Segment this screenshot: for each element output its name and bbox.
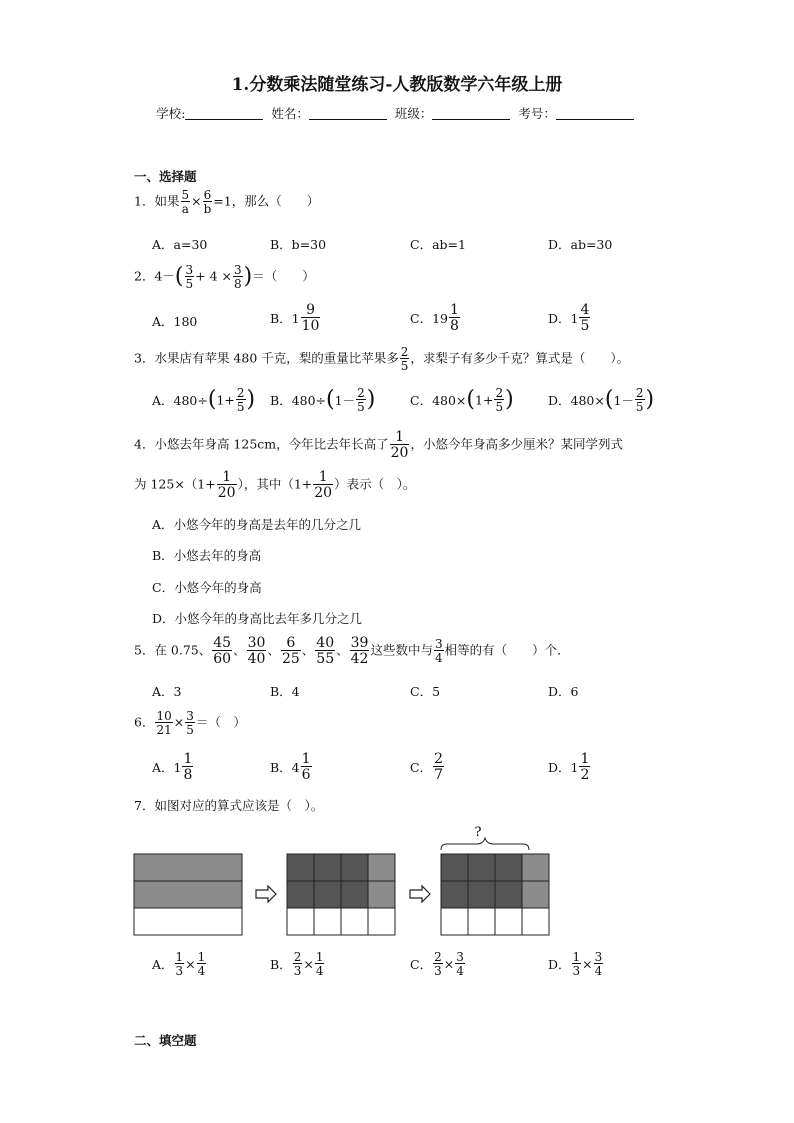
fig3-cell <box>468 881 495 908</box>
fig2-cell <box>287 881 314 908</box>
q4-fraction-2: $\frac{1}{20}$ <box>217 469 236 501</box>
q5-fraction-5: $\frac{39}{42}$ <box>350 635 369 667</box>
fig3-cell <box>522 908 549 935</box>
q3-text: 水果店有苹果 480 千克，梨的重量比苹果多 <box>154 350 399 366</box>
q2-option-d[interactable]: D．1 $\frac{4}{5}$ <box>548 302 590 334</box>
q2-option-a[interactable]: A．180 <box>152 314 198 329</box>
q5-number: 5． <box>134 642 155 658</box>
class-label: 班级： <box>394 106 433 121</box>
q5-option-c[interactable]: C．5 <box>410 684 441 699</box>
q5-fraction-3: $\frac{6}{25}$ <box>281 635 300 667</box>
fig3-cell <box>441 881 468 908</box>
school-label: 学校: <box>156 106 186 121</box>
q7-diagram <box>128 822 558 942</box>
fig2-cell <box>368 908 395 935</box>
q6-fraction-1: $\frac{10}{21}$ <box>156 709 172 737</box>
q3-option-c[interactable]: C．480×(1+ $\frac{2}{5}$ ) <box>410 386 514 414</box>
fig2-cell <box>368 881 395 908</box>
fig3-cell <box>495 854 522 881</box>
fig2-cell <box>287 908 314 935</box>
fig3-cell <box>441 854 468 881</box>
fig3-cell <box>468 908 495 935</box>
fig1-row-1 <box>134 854 242 881</box>
q5-prefix: 在 0.75、 <box>154 642 212 658</box>
fig2-cell <box>314 854 341 881</box>
fig2-cell <box>341 881 368 908</box>
name-blank[interactable] <box>309 107 387 120</box>
q4-option-d[interactable]: D．小悠今年的身高比去年多几分之几 <box>152 611 363 626</box>
q7-option-c[interactable]: C． $\frac{2}{3}$ × $\frac{3}{4}$ <box>410 950 464 978</box>
q6-option-c[interactable]: C． $\frac{2}{7}$ <box>410 751 443 783</box>
q2-close-paren: ) <box>243 264 253 289</box>
fig2-cell <box>341 908 368 935</box>
question-7 <box>134 796 323 814</box>
exam-number-blank[interactable] <box>556 107 634 120</box>
fig3-cell <box>495 881 522 908</box>
q5-option-a[interactable]: A．3 <box>152 684 182 699</box>
q7-figure-2 <box>287 854 395 935</box>
q4-option-a[interactable]: A．小悠今年的身高是去年的几分之几 <box>152 517 362 532</box>
q1-option-a[interactable]: A．a=30 <box>152 237 208 252</box>
q2-open-paren: ( <box>174 264 184 289</box>
q1-fraction-2: $\frac{6}{b}$ <box>203 188 212 216</box>
q2-option-b-fraction: $\frac{9}{10}$ <box>301 302 320 334</box>
fig1-row-3 <box>134 908 242 935</box>
q4-text-2: ，小悠今年身高多少厘米？某同学列式 <box>410 436 623 452</box>
exam-number-label: 考号： <box>518 106 556 121</box>
q3-fraction: $\frac{2}{5}$ <box>400 345 409 373</box>
q2-option-d-fraction: $\frac{4}{5}$ <box>580 302 590 334</box>
section-fill-title: 二、填空题 <box>134 1033 197 1048</box>
q1-option-d[interactable]: D．ab=30 <box>548 237 613 252</box>
q7-option-b[interactable]: B． $\frac{2}{3}$ × $\frac{1}{4}$ <box>270 950 324 978</box>
q4-option-b[interactable]: B．小悠去年的身高 <box>152 548 262 563</box>
q7-option-a[interactable]: A． $\frac{1}{3}$ × $\frac{1}{4}$ <box>152 950 206 978</box>
q2-middle: + 4 × <box>195 268 233 284</box>
q1-prefix: 如果 <box>154 193 180 209</box>
q4-fraction-3: $\frac{1}{20}$ <box>314 469 333 501</box>
question-4-line-2 <box>134 470 415 500</box>
q2-fraction-1: $\frac{3}{5}$ <box>185 263 194 291</box>
fig3-cell <box>522 854 549 881</box>
fig2-cell <box>341 854 368 881</box>
q2-minus: － <box>162 268 175 284</box>
q4-option-c[interactable]: C．小悠今年的身高 <box>152 580 262 595</box>
q5-option-b[interactable]: B．4 <box>270 684 300 699</box>
q2-number: 2． <box>134 268 155 284</box>
q5-suffix: 相等的有（ ）个． <box>444 642 570 658</box>
q6-option-d[interactable]: D．1 $\frac{1}{2}$ <box>548 751 590 783</box>
q2-option-b[interactable]: B．1 $\frac{9}{10}$ <box>270 302 320 334</box>
class-blank[interactable] <box>432 107 510 120</box>
q7-text: 如图对应的算式应该是（ ）。 <box>154 798 324 813</box>
student-info-line <box>0 104 794 122</box>
q5-fraction-4: $\frac{40}{55}$ <box>316 635 335 667</box>
q4-text-3: 为 125×（1+ <box>134 476 216 492</box>
q2-option-c-fraction: $\frac{1}{8}$ <box>449 302 459 334</box>
q6-suffix: ＝（ ） <box>195 714 246 730</box>
question-1 <box>134 189 319 215</box>
q4-number: 4． <box>134 436 155 452</box>
fig2-cell <box>314 881 341 908</box>
q5-middle: 这些数中与 <box>370 642 433 658</box>
question-6: 6． $\frac{10}{21}$ × $\frac{3}{5}$ ＝（ ） <box>134 709 246 737</box>
q2-option-c[interactable]: C．19 $\frac{1}{8}$ <box>410 302 459 334</box>
page-title: 1.分数乘法随堂练习-人教版数学六年级上册 <box>231 75 563 95</box>
q6-number: 6． <box>134 714 155 730</box>
q5-fraction-2: $\frac{30}{40}$ <box>247 635 266 667</box>
q7-figure-3 <box>441 854 549 935</box>
q7-number: 7． <box>134 798 155 813</box>
arrow-right-icon <box>410 886 430 902</box>
q5-fraction-1: $\frac{45}{60}$ <box>213 635 232 667</box>
name-label: 姓名： <box>271 106 309 121</box>
q7-option-d[interactable]: D． $\frac{1}{3}$ × $\frac{3}{4}$ <box>548 950 603 978</box>
q1-option-b[interactable]: B．b=30 <box>270 237 327 252</box>
school-blank[interactable] <box>185 107 263 120</box>
fig3-cell <box>468 854 495 881</box>
fig2-cell <box>314 908 341 935</box>
question-4-line-1 <box>134 430 623 460</box>
fig1-row-2 <box>134 881 242 908</box>
q4-text-1: 小悠去年身高 125cm，今年比去年长高了 <box>154 436 389 452</box>
q7-question-mark: ? <box>474 825 482 840</box>
q4-fraction-1: $\frac{1}{20}$ <box>390 429 409 461</box>
q6-option-a[interactable]: A．1 $\frac{1}{8}$ <box>152 751 193 783</box>
q3-option-d[interactable]: D．480×(1－ $\frac{2}{5}$ ) <box>548 386 655 414</box>
q1-fraction-1: $\frac{5}{a}$ <box>181 188 190 216</box>
q3-option-a[interactable]: A．480÷(1+ $\frac{2}{5}$ ) <box>152 386 256 414</box>
fig2-cell <box>287 854 314 881</box>
q5-fraction-target: $\frac{3}{4}$ <box>434 637 443 665</box>
question-2 <box>134 264 315 290</box>
arrow-right-icon <box>256 886 276 902</box>
q2-four: 4 <box>154 268 163 284</box>
q3-suffix: ，求梨子有多少千克？算式是（ ）。 <box>410 350 630 366</box>
fig3-cell <box>495 908 522 935</box>
q2-suffix: ＝（ ） <box>252 268 315 284</box>
fig2-cell <box>368 854 395 881</box>
question-3 <box>134 346 629 372</box>
q2-fraction-2: $\frac{3}{8}$ <box>234 263 242 291</box>
q6-option-b[interactable]: B．4 $\frac{1}{6}$ <box>270 751 311 783</box>
q3-number: 3． <box>134 350 155 366</box>
fig3-cell <box>522 881 549 908</box>
q7-figure-1 <box>134 854 242 935</box>
q5-option-d[interactable]: D．6 <box>548 684 579 699</box>
q4-text-4: ），其中（1+ <box>237 476 313 492</box>
q1-option-c[interactable]: C．ab=1 <box>410 237 466 252</box>
q1-number: 1． <box>134 193 155 209</box>
section-choice-title: 一、选择题 <box>134 169 197 184</box>
q1-times: × <box>191 193 202 209</box>
q6-fraction-2: $\frac{3}{5}$ <box>186 709 194 737</box>
q3-option-b[interactable]: B．480÷(1－ $\frac{2}{5}$ ) <box>270 386 376 414</box>
q4-text-5: ）表示（ ）。 <box>334 476 416 492</box>
question-5: 5．在 0.75、 $\frac{45}{60}$ 、 $\frac{30}{40}$ 、 $\frac{6}{25}$ 、 $\frac{40}{55}$ 、 $\frac{39}{42}$ 这些数中与 $\frac{3}{4}$ 相等的有（ ）个． <box>134 635 570 667</box>
q1-suffix: =1，那么（ ） <box>213 193 320 209</box>
q7-brace <box>441 825 529 850</box>
fig3-cell <box>441 908 468 935</box>
